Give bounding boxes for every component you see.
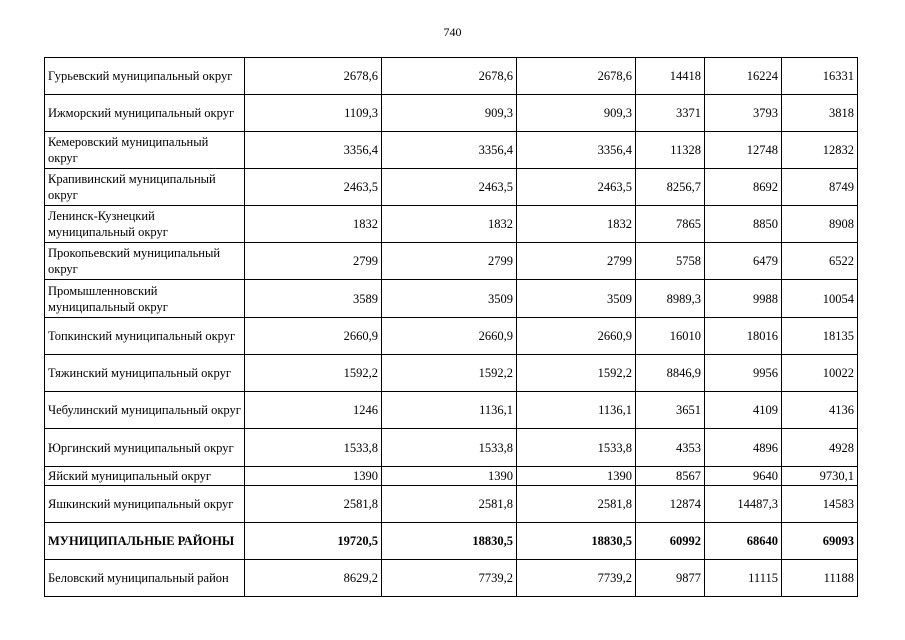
value-cell: 3818 [782,95,858,132]
value-cell: 2678,6 [517,58,636,95]
value-cell: 60992 [636,523,705,560]
value-cell: 12874 [636,486,705,523]
value-cell: 4896 [705,429,782,467]
value-cell: 16331 [782,58,858,95]
value-cell: 9988 [705,280,782,318]
value-cell: 2678,6 [245,58,382,95]
value-cell: 14583 [782,486,858,523]
row-name-cell: Тяжинский муниципальный округ [45,355,245,392]
value-cell: 3356,4 [245,132,382,169]
table-row [45,355,858,392]
page-number: 740 [443,25,462,39]
value-cell: 909,3 [382,95,517,132]
row-name-cell: Ижморский муниципальный округ [45,95,245,132]
table-row [45,206,858,243]
value-cell: 1592,2 [245,355,382,392]
value-cell: 11188 [782,560,858,597]
value-cell: 9640 [705,467,782,486]
value-cell: 9877 [636,560,705,597]
value-cell: 4928 [782,429,858,467]
value-cell: 1136,1 [382,392,517,429]
value-cell: 10054 [782,280,858,318]
table-row [45,58,858,95]
value-cell: 16224 [705,58,782,95]
row-name-cell: Прокопьевский муниципальный округ [45,243,245,280]
value-cell: 3356,4 [382,132,517,169]
value-cell: 8567 [636,467,705,486]
budget-table [44,57,858,597]
value-cell: 2799 [245,243,382,280]
value-cell: 14418 [636,58,705,95]
value-cell: 18830,5 [382,523,517,560]
value-cell: 8989,3 [636,280,705,318]
value-cell: 9730,1 [782,467,858,486]
row-name-cell: Гурьевский муниципальный округ [45,58,245,95]
value-cell: 2581,8 [245,486,382,523]
row-name-cell: МУНИЦИПАЛЬНЫЕ РАЙОНЫ [45,523,245,560]
value-cell: 1533,8 [517,429,636,467]
value-cell: 18135 [782,318,858,355]
table-row [45,560,858,597]
value-cell: 18830,5 [517,523,636,560]
row-name-cell: Яшкинский муниципальный округ [45,486,245,523]
row-name-cell: Яйский муниципальный округ [45,467,245,486]
table-row [45,280,858,318]
value-cell: 2660,9 [517,318,636,355]
value-cell: 2660,9 [245,318,382,355]
table-row [45,243,858,280]
value-cell: 1390 [382,467,517,486]
value-cell: 1533,8 [382,429,517,467]
value-cell: 8846,9 [636,355,705,392]
value-cell: 6522 [782,243,858,280]
value-cell: 7739,2 [517,560,636,597]
value-cell: 10022 [782,355,858,392]
value-cell: 7865 [636,206,705,243]
value-cell: 1533,8 [245,429,382,467]
value-cell: 9956 [705,355,782,392]
table-row [45,429,858,467]
value-cell: 3651 [636,392,705,429]
value-cell: 12832 [782,132,858,169]
value-cell: 2463,5 [382,169,517,206]
row-name-cell: Крапивинский муниципальный округ [45,169,245,206]
row-name-cell: Промышленновский муниципальный округ [45,280,245,318]
value-cell: 2581,8 [517,486,636,523]
value-cell: 2463,5 [517,169,636,206]
value-cell: 8629,2 [245,560,382,597]
table-row [45,132,858,169]
value-cell: 8908 [782,206,858,243]
table-row [45,392,858,429]
value-cell: 69093 [782,523,858,560]
value-cell: 2678,6 [382,58,517,95]
value-cell: 1592,2 [517,355,636,392]
value-cell: 14487,3 [705,486,782,523]
table-row [45,95,858,132]
value-cell: 1390 [245,467,382,486]
value-cell: 3793 [705,95,782,132]
value-cell: 1109,3 [245,95,382,132]
value-cell: 11328 [636,132,705,169]
value-cell: 12748 [705,132,782,169]
row-name-cell: Ленинск-Кузнецкий муниципальный округ [45,206,245,243]
value-cell: 8850 [705,206,782,243]
value-cell: 7739,2 [382,560,517,597]
row-name-cell: Топкинский муниципальный округ [45,318,245,355]
value-cell: 11115 [705,560,782,597]
value-cell: 8256,7 [636,169,705,206]
value-cell: 3589 [245,280,382,318]
value-cell: 18016 [705,318,782,355]
value-cell: 3509 [382,280,517,318]
table-row [45,467,858,486]
value-cell: 1832 [517,206,636,243]
value-cell: 909,3 [517,95,636,132]
value-cell: 1832 [245,206,382,243]
value-cell: 5758 [636,243,705,280]
table-row [45,486,858,523]
value-cell: 2799 [517,243,636,280]
table-row [45,169,858,206]
value-cell: 1592,2 [382,355,517,392]
value-cell: 8692 [705,169,782,206]
value-cell: 19720,5 [245,523,382,560]
value-cell: 6479 [705,243,782,280]
value-cell: 1136,1 [517,392,636,429]
row-name-cell: Чебулинский муниципальный округ [45,392,245,429]
value-cell: 4109 [705,392,782,429]
value-cell: 68640 [705,523,782,560]
row-name-cell: Юргинский муниципальный округ [45,429,245,467]
value-cell: 8749 [782,169,858,206]
table-row [45,523,858,560]
value-cell: 2581,8 [382,486,517,523]
value-cell: 3356,4 [517,132,636,169]
value-cell: 3371 [636,95,705,132]
value-cell: 4136 [782,392,858,429]
value-cell: 3509 [517,280,636,318]
value-cell: 1832 [382,206,517,243]
value-cell: 2799 [382,243,517,280]
value-cell: 2463,5 [245,169,382,206]
value-cell: 1390 [517,467,636,486]
row-name-cell: Кемеровский муниципальный округ [45,132,245,169]
value-cell: 16010 [636,318,705,355]
value-cell: 2660,9 [382,318,517,355]
value-cell: 4353 [636,429,705,467]
row-name-cell: Беловский муниципальный район [45,560,245,597]
value-cell: 1246 [245,392,382,429]
table-row [45,318,858,355]
